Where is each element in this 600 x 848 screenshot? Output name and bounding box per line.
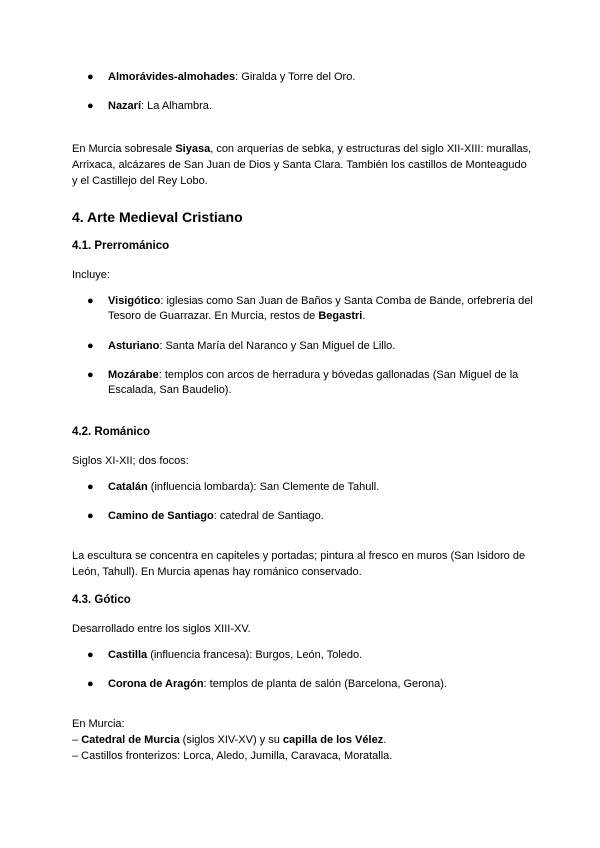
paragraph-murcia: En Murcia sobresale Siyasa, con arquerías de sebka, y estructuras del siglo XII-XIII: murallas, Arrixaca, alcázares de San Juan de Dios y Santa Clara. También los castillos de Monteagudo y el Castillejo del Rey Lobo. <box>72 143 532 187</box>
bullet-icon: ● <box>87 295 94 307</box>
intro-romanico: Siglos XI-XII; dos focos: <box>72 455 189 467</box>
list-item: ● Mozárabe: templos con arcos de herradura y bóvedas gallonadas (San Miguel de la Escalada, San Baudelio). <box>87 369 519 396</box>
murcia-intro: En Murcia: <box>72 718 125 730</box>
list-item: ● Visigótico: iglesias como San Juan de Baños y Santa Comba de Bande, orfebrería del Tesoro de Guarrazar. En Murcia, restos de Begastri. <box>87 295 533 322</box>
list-item: ● Nazarí: La Alhambra. <box>87 100 212 112</box>
bullet-icon: ● <box>87 481 94 493</box>
murcia-line-catedral: – Catedral de Murcia (siglos XIV-XV) y su capilla de los Vélez. <box>72 734 387 746</box>
section-title: 4. Arte Medieval Cristiano <box>72 209 243 225</box>
bullet-icon: ● <box>87 71 94 83</box>
paragraph-romanico: La escultura se concentra en capiteles y portadas; pintura al fresco en muros (San Isidoro de León, Tahull). En Murcia apenas hay románico conservado. <box>72 550 526 578</box>
intro-gotico: Desarrollado entre los siglos XIII-XV. <box>72 623 251 635</box>
list-item: ● Catalán (influencia lombarda): San Clemente de Tahull. <box>87 481 380 493</box>
subsection-title-romanico: 4.2. Románico <box>72 426 150 438</box>
list-item: ● Almorávides-almohades: Giralda y Torre del Oro. <box>87 71 356 83</box>
list-item: ● Castilla (influencia francesa): Burgos, León, Toledo. <box>87 649 363 661</box>
bullet-icon: ● <box>87 340 94 352</box>
list-item: ● Corona de Aragón: templos de planta de salón (Barcelona, Gerona). <box>87 678 447 690</box>
subsection-title-prerromanico: 4.1. Prerrománico <box>72 240 170 252</box>
bullet-icon: ● <box>87 678 94 690</box>
bullet-icon: ● <box>87 510 94 522</box>
subsection-title-gotico: 4.3. Gótico <box>72 594 131 606</box>
bullet-icon: ● <box>87 369 94 381</box>
list-item: ● Camino de Santiago: catedral de Santiago. <box>87 510 324 522</box>
list-item: ● Asturiano: Santa María del Naranco y San Miguel de Lillo. <box>87 340 396 352</box>
murcia-line-castillos: – Castillos fronterizos: Lorca, Aledo, Jumilla, Caravaca, Moratalla. <box>72 750 393 762</box>
bullet-icon: ● <box>87 649 94 661</box>
intro-prerromanico: Incluye: <box>72 269 110 281</box>
bullet-icon: ● <box>87 100 94 112</box>
